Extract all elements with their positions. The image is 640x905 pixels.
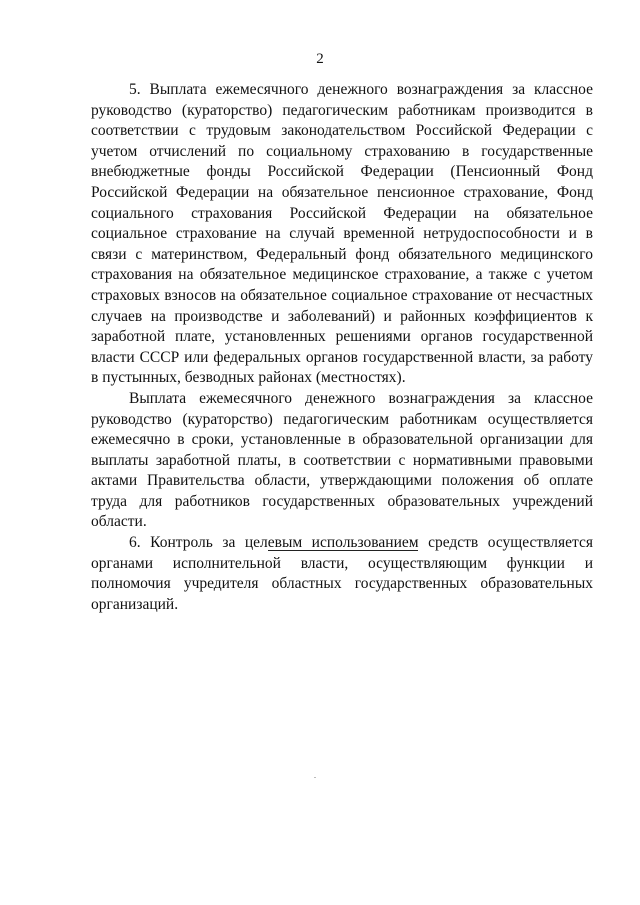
scan-speck — [314, 777, 316, 778]
paragraph-5-payment-procedure: 5. Выплата ежемесячного денежного вознаграждения за классное руководство (кураторство) педагогическим работникам производится в соответствии с трудовым законодательством Российской Федерации с учетом отчислений по социальному страхованию в государственные внебюджетные фонды Российской Федерации (Пенсионный Фонд Российской Федерации на обязательное пенсионное страхование, Фонд социального страхования Российской Федерации на обязательное социальное страхование на случай временной нетрудоспособности и в связи с материнством, Федеральный фонд обязательного медицинского страхования на обязательное медицинское страхование, а также с учетом страховых взносов на обязательное социальное страхование от несчастных случаев на производстве и заболеваний) и районных коэффициентов к заработной плате, установленных решениями органов государственной власти СССР или федеральных органов государственной власти, за работу в пустынных, безводных районах (местностях). — [91, 81, 593, 387]
end-separator-line — [268, 550, 418, 551]
paragraph-6-control: 6. Контроль за целевым использованием средств осуществляется органами исполнительной власти, осуществляющим функции и полномочия учредителя областных государственных образовательных организаций. — [91, 534, 593, 613]
page-number: 2 — [316, 51, 324, 67]
document-body — [91, 80, 593, 615]
paragraph-payment-schedule: Выплата ежемесячного денежного вознаграждения за классное руководство (кураторство) педагогическим работникам осуществляется ежемесячно в сроки, установленные в образовательной организации для выплаты заработной платы, в соответствии с нормативными правовыми актами Правительства области, утверждающими положения об оплате труда для работников государственных образовательных учреждений области. — [91, 389, 593, 531]
